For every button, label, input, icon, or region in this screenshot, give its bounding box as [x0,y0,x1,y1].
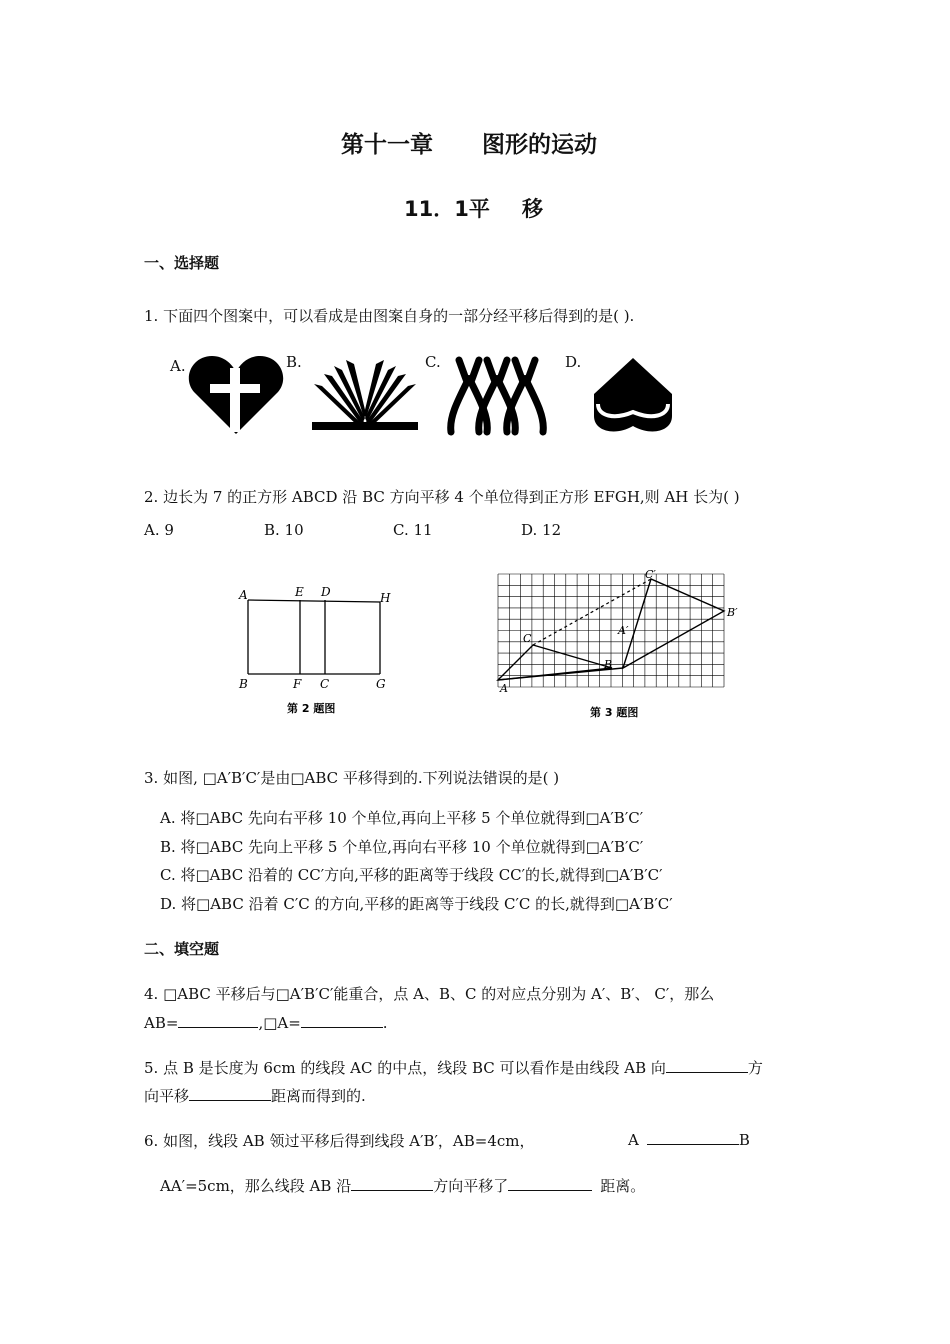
fig3-label-a1: A′ [618,624,629,637]
q1-label-a: A. [170,357,186,375]
q6-point-a: A [628,1131,639,1149]
triangle-a1b1c1 [623,579,724,668]
q2-option-d: D. 12 [521,521,562,539]
fig3-label-a: A [500,682,508,695]
fig3-label-b1: B′ [727,606,738,619]
q2-text: 2. 边长为 7 的正方形 ABCD 沿 BC 方向平移 4 个单位得到正方形 EFGH,则 AH 长为( ) [144,488,740,506]
fig3-label-b: B [604,658,613,671]
q5-line1: 5. 点 B 是长度为 6cm 的线段 AC 的中点，线段 BC 可以看作是由线段 AB 向 方 [144,1059,763,1077]
section-title-num: 11．1平 [404,197,490,221]
q2-square-figure [225,580,405,720]
q3-text: 3. 如图, □A′B′C′是由□ABC 平移得到的.下列说法错误的是( ) [144,769,560,787]
pattern-c-pliers-icon [445,352,557,438]
chapter-title: 第十一章 [341,132,433,158]
q3-option-c: C. 将□ABC 沿着的 CC′方向,平移的距离等于线段 CC′的长,就得到□A′B′C′ [160,866,663,884]
fig2-label-d: D [321,585,331,599]
fig2-label-c: C [320,677,330,691]
fig2-caption: 第 2 题图 [287,702,336,715]
q3-option-d: D. 将□ABC 沿着 C′C 的方向,平移的距离等于线段 C′C 的长,就得到□A′B′C′ [160,895,673,913]
fig2-label-a: A [239,588,248,602]
q4-line2: AB= ,□A= . [144,1014,388,1032]
fig2-label-f: F [293,677,302,691]
q6-point-b: B [738,1131,750,1149]
q5-distance-blank[interactable] [189,1086,271,1101]
fig2-label-g: G [376,677,386,691]
q4-line1: 4. □ABC 平移后与□A′B′C′能重合，点 A、B、C 的对应点分别为 A′、B′、 C′，那么 [144,985,715,1003]
fig2-label-h: H [380,591,391,605]
q1-label-b: B. [286,353,302,371]
q3-option-a: A. 将□ABC 先向右平移 10 个单位,再向上平移 5 个单位就得到□A′B′C′ [160,809,644,827]
pattern-a-heart-cross-icon [188,354,284,436]
q3-grid-figure [490,566,750,726]
q2-option-b: B. 10 [264,521,304,539]
q6-direction-blank[interactable] [351,1176,433,1191]
fig3-caption: 第 3 题图 [590,706,639,719]
section-title-end: 移 [522,197,543,221]
fig3-label-c: C [523,632,532,645]
fig3-label-c1: C′ [645,568,656,581]
segment-ah [248,600,380,602]
q6-line2: AA′=5cm，那么线段 AB 沿 方向平移了 距离。 [160,1177,646,1195]
pattern-d-heart-box-icon [588,354,678,438]
q2-option-a: A. 9 [144,521,174,539]
q2-option-c: C. 11 [393,521,433,539]
q1-label-d: D. [565,353,582,371]
fig2-label-b: B [239,677,248,691]
part2-heading: 二、填空题 [144,940,220,958]
q5-direction-blank[interactable] [666,1058,748,1073]
q4-ab-blank[interactable] [178,1013,258,1028]
q4-angle-blank[interactable] [301,1013,383,1028]
q6-distance-blank[interactable] [508,1176,592,1191]
segment-ab [647,1130,739,1145]
q4-angle-label: ,□A= [258,1014,301,1032]
q4-ab-label: AB= [144,1014,179,1032]
q6-figure-ab [628,1130,750,1149]
q1-label-c: C. [425,353,441,371]
q3-option-b: B. 将□ABC 先向上平移 5 个单位,再向右平移 10 个单位就得到□A′B′C′ [160,838,644,856]
fig2-label-e: E [295,585,304,599]
q5-line2: 向平移 距离而得到的. [144,1087,366,1105]
q6-line1: 6. 如图，线段 AB 领过平移后得到线段 A′B′，AB=4cm， [144,1132,535,1150]
q1-text: 1. 下面四个图案中，可以看成是由图案自身的一部分经平移后得到的是( ). [144,307,635,325]
pattern-b-book-icon [310,356,420,432]
chapter-subtitle: 图形的运动 [482,132,597,158]
part1-heading: 一、选择题 [144,254,220,272]
